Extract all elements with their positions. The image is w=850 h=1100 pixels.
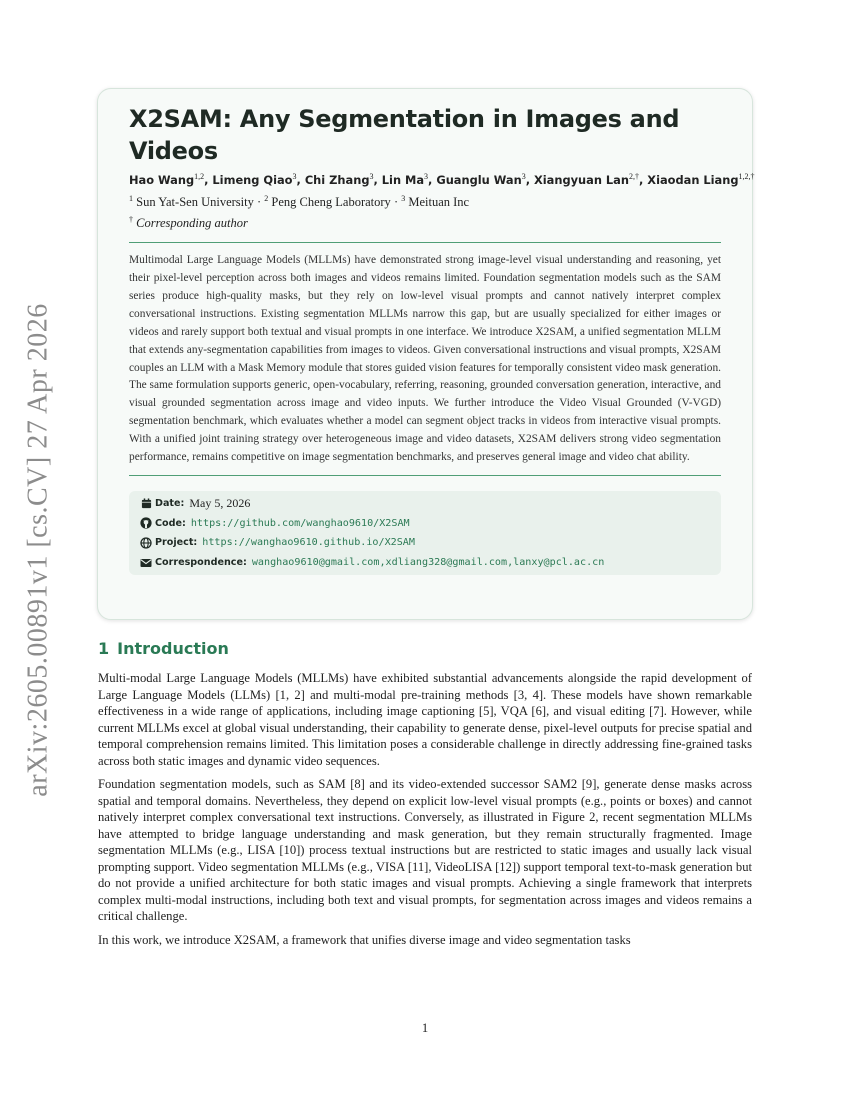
- globe-icon: [139, 536, 153, 550]
- code-label: Code:: [155, 517, 186, 529]
- dagger-mark: †: [129, 214, 133, 224]
- author-affiliation-mark: 3: [369, 172, 374, 181]
- code-link[interactable]: https://github.com/wanghao9610/X2SAM: [190, 517, 410, 529]
- bottom-divider: [129, 475, 721, 476]
- corresponding-note: [129, 211, 721, 232]
- date-label: Date:: [155, 498, 185, 510]
- affiliation-mark: 1: [129, 193, 133, 203]
- affiliation-name: Meituan Inc: [405, 194, 470, 209]
- affiliation-mark: 3: [401, 193, 406, 203]
- envelope-icon: [139, 556, 153, 570]
- affiliation-list: $^1$ Sun Yat-Sen University · $^2$ Peng Cheng Laboratory · $^3$ Meituan Inc: [129, 193, 470, 209]
- affiliation-mark: 2: [264, 193, 269, 203]
- section-heading: [98, 639, 229, 658]
- paragraph: In this work, we introduce X2SAM, a framework that unifies diverse image and video segmentation tasks: [98, 932, 631, 947]
- author-affiliation-mark: 1,2: [194, 172, 205, 181]
- arxiv-watermark: [14, 300, 64, 800]
- paragraph: Foundation segmentation models, such as SAM [8] and its video-extended successor SAM2 [9], generate dense masks across spatial and temporal domains. Nevertheless, they depend on explicit low-level visual prompts (e.g., points or boxes) and cannot natively interpret complex conversational text instructions. Conversely, as illustrated in Figure 2, recent segmentation MLLMs have attempted to bridge language understanding and mask generation, but they remain structurally fragmented. Image segmentation MLLMs (e.g., LISA [10]) process textual instructions but are restricted to static images and usually lack visual prompting support. Video segmentation MLLMs (e.g., VISA [11], VideoLISA [12]) support temporal text-to-mask generation but do not provide a unified architecture for both static images and visual prompts. Achieving a single framework that interprets complex multi-modal instructions, including both text and visual prompts, for segmentation across images and videos remains a critical challenge.: [98, 777, 752, 923]
- calendar-icon: [139, 497, 153, 511]
- date-row: [139, 494, 711, 514]
- author-list: Hao Wang$^{1,2}$, Limeng Qiao$^3$, Chi Zhang$^3$, Lin Ma$^3$, Guanglu Wan$^3$, Xiangyuan Lan$^{2,\dagger}$, Xiaodan Liang$^{1,2,\dagger}$: [129, 172, 755, 187]
- author-affiliation-mark: 2,†: [628, 172, 639, 181]
- section-number: 1: [98, 639, 110, 658]
- affiliation-name: Sun Yat-Sen University: [133, 194, 254, 209]
- author-name: Limeng Qiao: [212, 172, 293, 187]
- top-divider: [129, 242, 721, 243]
- body-text: [98, 670, 752, 955]
- affiliation-name: Peng Cheng Laboratory: [268, 194, 391, 209]
- paragraph: Multi-modal Large Language Models (MLLMs) have exhibited substantial advancements alongside the rapid development of Large Language Models (LLMs) [1, 2] and multi-modal pre-training methods [3, 4]. These models have shown remarkable effectiveness in a wide range of applications, including image captioning [5], VQA [6], and visual editing [7]. However, while current MLLMs excel at global visual understanding, their capability to generate dense, pixel-level outputs for precise spatial and temporal comprehension remains limited. This limitation poses a considerable challenge in directly addressing fine-grained tasks across both static images and dynamic video sequences.: [98, 671, 752, 768]
- github-icon: [139, 516, 153, 530]
- correspondence-emails[interactable]: wanghao9610@gmail.com,xdliang328@gmail.com,lanxy@pcl.ac.cn: [251, 557, 605, 569]
- author-affiliation-mark: 3: [521, 172, 526, 181]
- author-affiliation-mark: 3: [424, 172, 429, 181]
- abstract: Multimodal Large Language Models (MLLMs) have demonstrated strong image-level visual understanding and reasoning, yet their pixel-level perception across both images and videos remains limited. Foundation segmentation models such as the SAM series produce high-quality masks, but they rely on low-level visual prompts and cannot natively interpret complex conversational instructions. Existing segmentation MLLMs narrow this gap, but are usually specialized for either images or videos and rarely support both textual and visual prompts in one interface. We introduce X2SAM, a unified segmentation MLLM that extends any-segmentation capabilities from images to videos. Given conversational instructions and visual prompts, X2SAM couples an LLM with a Mask Memory module that stores guided vision features for temporally consistent video mask generation. The same formulation supports generic, open-vocabulary, referring, reasoning, grounded conversation generation, interactive, and visual grounded segmentation across image and video inputs. We further introduce the Video Visual Grounded (V-VGD) segmentation benchmark, which evaluates whether a model can segment object tracks in videos from interactive visual prompts. With a unified joint training strategy over heterogeneous image and video datasets, X2SAM delivers strong video segmentation performance, remains competitive on image segmentation benchmarks, and preserves general image and video chat ability.: [129, 254, 721, 464]
- corresponding-text: Corresponding author: [136, 216, 248, 231]
- paper-title: X2SAM: Any Segmentation in Images and Videos: [129, 105, 680, 165]
- arxiv-watermark-text: arXiv:2605.00891v1 [cs.CV] 27 Apr 2026: [23, 303, 54, 797]
- author-name: Guanglu Wan: [436, 172, 522, 187]
- metadata-box: [129, 491, 721, 575]
- code-row: [139, 514, 711, 534]
- date-value: May 5, 2026: [189, 496, 251, 511]
- title-card: [97, 88, 753, 620]
- section-title: Introduction: [117, 639, 229, 658]
- author-name: Hao Wang: [129, 172, 195, 187]
- author-affiliation-mark: 3: [292, 172, 297, 181]
- correspondence-label: Correspondence:: [155, 557, 247, 569]
- project-link[interactable]: https://wanghao9610.github.io/X2SAM: [202, 537, 415, 549]
- author-name: Chi Zhang: [304, 172, 370, 187]
- author-name: Lin Ma: [381, 172, 425, 187]
- correspondence-row: [139, 553, 711, 573]
- project-row: [139, 533, 711, 553]
- project-label: Project:: [155, 537, 198, 549]
- author-affiliation-mark: 1,2,†: [738, 172, 755, 181]
- author-name: Xiangyuan Lan: [533, 172, 629, 187]
- page-number: 1: [421, 1021, 429, 1035]
- author-name: Xiaodan Liang: [647, 172, 739, 187]
